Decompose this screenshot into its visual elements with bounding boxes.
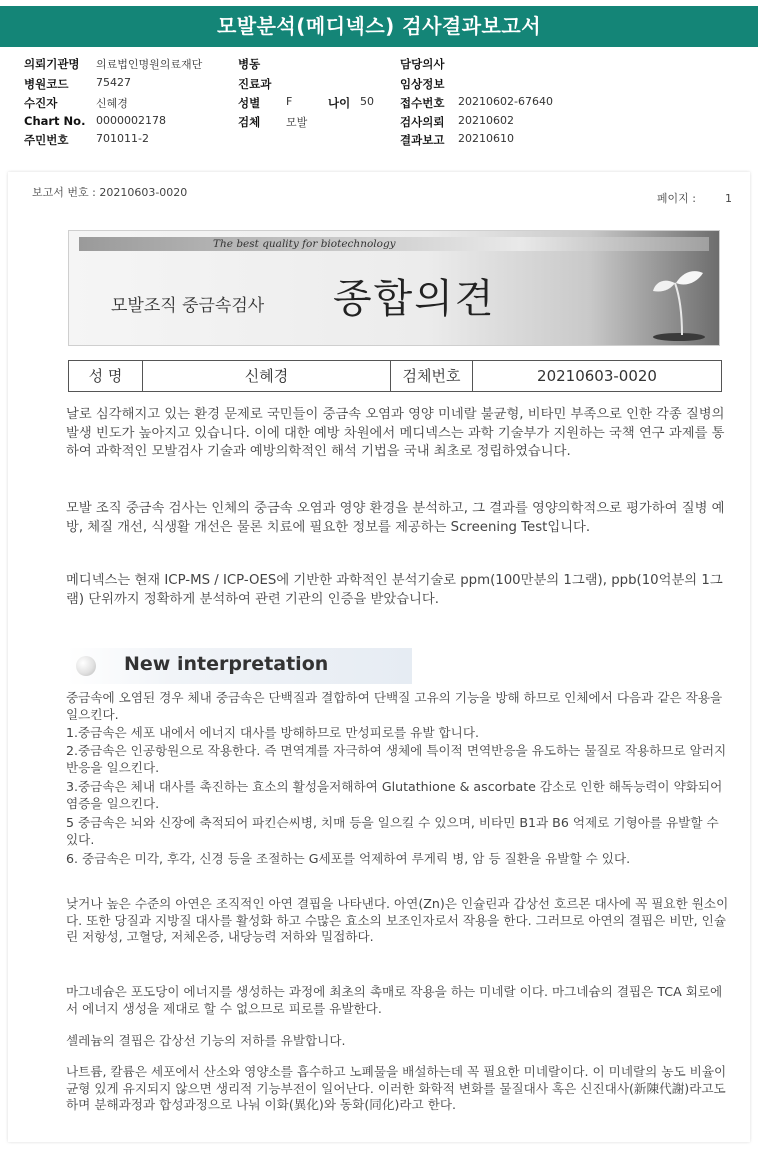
requesting-institution-value: 의료법인명원의료재단 <box>96 58 203 71</box>
specimen-number-value: 20210603-0020 <box>537 367 657 385</box>
resident-number-value: 701011-2 <box>96 132 149 145</box>
reception-number-value: 20210602-67640 <box>458 95 553 108</box>
reception-number-label: 접수번호 <box>400 96 445 110</box>
intro-paragraph-1: 날로 심각해지고 있는 환경 문제로 국민들이 중금속 오염과 영양 미네랄 불균형, 비타민 부족으로 인한 각종 질병의 발생 빈도가 높아지고 있습니다. 이에 대한 예방 차원에서 메디넥스는 과학 기술부가 지원하는 국책 연구 과제를 통하여 과학적인 모발검사 기술과 예방의학적인 해석 기법을 국내 최초로 정립하였습니다. <box>66 407 725 459</box>
header-row-3 <box>0 95 758 113</box>
specimen-number-label: 검체번호 <box>391 361 473 391</box>
attending-doctor-label: 담당의사 <box>400 57 445 71</box>
intro-paragraph-3: 메디넥스는 현재 ICP-MS / ICP-OES에 기반한 과학적인 분석기술로 ppm(100만분의 1그램), ppb(10억분의 1그램) 단위까지 정확하게 분석하여 관련 기관의 인증을 받았습니다. <box>66 573 723 607</box>
sprout-icon <box>649 253 709 341</box>
patient-name-table <box>68 360 722 392</box>
patient-value: 신혜경 <box>96 97 128 110</box>
department-label: 진료과 <box>238 77 272 91</box>
banner-title: 종합의견 <box>333 276 496 322</box>
patient-info-header <box>0 52 758 152</box>
interpretation-item-5: 5 중금속은 뇌와 신장에 축적되어 파킨슨씨병, 치매 등을 일으킬 수 있으며, 비타민 B1과 B6 억제로 기형아를 유발할 수 있다. <box>66 815 719 847</box>
header-row-4 <box>0 114 758 132</box>
requesting-institution-label: 의뢰기관명 <box>24 57 80 71</box>
sodium-potassium-paragraph: 나트륨, 칼륨은 세포에서 산소와 영양소를 흡수하고 노폐물을 배설하는데 꼭 필요한 미네랄이다. 이 미네랄의 농도 비율이 균형 있게 유지되지 않으면 생리적 기능부전이 일어난다. 이러한 화학적 변화를 물질대사 혹은 신진대사(新陳代謝)라고도 하며 분해과정과 합성과정으로 나눠 이화(異化)와 동화(同化)라고 한다. <box>66 1064 727 1112</box>
specimen-value: 모발 <box>286 116 308 129</box>
interpretation-item-6: 6. 중금속은 미각, 후각, 신경 등을 조절하는 G세포를 억제하여 루게릭 병, 암 등 질환을 유발할 수 있다. <box>66 851 631 866</box>
page-value: 1 <box>725 192 732 205</box>
hospital-code-value: 75427 <box>96 76 131 89</box>
magnesium-paragraph: 마그네슘은 포도당이 에너지를 생성하는 과정에 최초의 촉매로 작용을 하는 미네랄 이다. 마그네슘의 결핍은 TCA 회로에서 에너지 생성을 제대로 할 수 없으므로 피로를 유발한다. <box>66 984 723 1016</box>
test-request-label: 검사의뢰 <box>400 115 445 129</box>
age-label: 나이 <box>328 96 351 110</box>
report-number: 보고서 번호 : 20210603-0020 <box>32 186 188 199</box>
report-title: 모발분석(메디넥스) 검사결과보고서 <box>0 6 758 47</box>
chart-number-label: Chart No. <box>24 114 86 128</box>
zinc-paragraph: 낮거나 높은 수준의 아연은 조직적인 아연 결핍을 나타낸다. 아연(Zn)은 인슐린과 갑상선 호르몬 대사에 꼭 필요한 원소이다. 또한 당질과 지방질 대사를 활성화 하고 수많은 효소의 보조인자로서 작용을 한다. 그러므로 아연의 결핍은 비만, 인슐린 저항성, 고혈당, 저체온증, 내당능력 저하와 밀접하다. <box>66 896 729 944</box>
report-page <box>8 172 750 1142</box>
page-label: 페이지 : <box>656 192 696 205</box>
specimen-label: 검체 <box>238 115 261 129</box>
interpretation-header <box>68 648 412 684</box>
clinical-info-label: 임상정보 <box>400 77 445 91</box>
age-value: 50 <box>360 95 374 108</box>
header-row-1 <box>0 56 758 74</box>
interpretation-title: New interpretation <box>124 653 329 675</box>
name-value: 신혜경 <box>143 361 391 391</box>
sex-label: 성별 <box>238 96 261 110</box>
header-row-5 <box>0 132 758 150</box>
interpretation-intro: 중금속에 오염된 경우 체내 중금속은 단백질과 결합하여 단백질 고유의 기능을 방해 하므로 인체에서 다음과 같은 작용을 일으킨다. <box>66 690 723 722</box>
intro-paragraph-2: 모발 조직 중금속 검사는 인체의 중금속 오염과 영양 환경을 분석하고, 그 결과를 영양의학적으로 평가하여 질병 예방, 체질 개선, 식생활 개선은 물론 치료에 필요한 정보를 제공하는 Screening Test입니다. <box>66 501 725 535</box>
sex-value: F <box>286 95 293 108</box>
bullet-circle-icon <box>76 656 96 676</box>
patient-label: 수진자 <box>24 96 58 110</box>
test-request-value: 20210602 <box>458 114 514 127</box>
interpretation-item-1: 1.중금속은 세포 내에서 에너지 대사를 방해하므로 만성피로를 유발 합니다. <box>66 725 480 740</box>
interpretation-item-3: 3.중금속은 체내 대사를 촉진하는 효소의 활성을저해하여 Glutathione & ascorbate 감소로 인한 해독능력이 약화되어 염증을 일으킨다. <box>66 779 723 811</box>
banner-subtitle: 모발조직 중금속검사 <box>111 296 265 316</box>
interpretation-item-2: 2.중금속은 인공항원으로 작용한다. 즉 면역계를 자극하여 생체에 특이적 면역반응을 유도하는 물질로 작용하므로 알러지 반응을 일으킨다. <box>66 743 727 775</box>
ward-label: 병동 <box>238 57 261 71</box>
resident-number-label: 주민번호 <box>24 133 69 147</box>
hospital-code-label: 병원코드 <box>24 77 69 91</box>
result-report-value: 20210610 <box>458 132 514 145</box>
chart-number-value: 0000002178 <box>96 114 166 127</box>
header-row-2 <box>0 76 758 94</box>
page-number <box>657 190 732 206</box>
summary-banner <box>68 230 720 346</box>
banner-tagline: The best quality for biotechnology <box>213 238 396 250</box>
selenium-paragraph: 셀레늄의 결핍은 갑상선 기능의 저하를 유발합니다. <box>66 1033 346 1048</box>
name-label: 성 명 <box>69 361 143 391</box>
result-report-label: 결과보고 <box>400 133 445 147</box>
